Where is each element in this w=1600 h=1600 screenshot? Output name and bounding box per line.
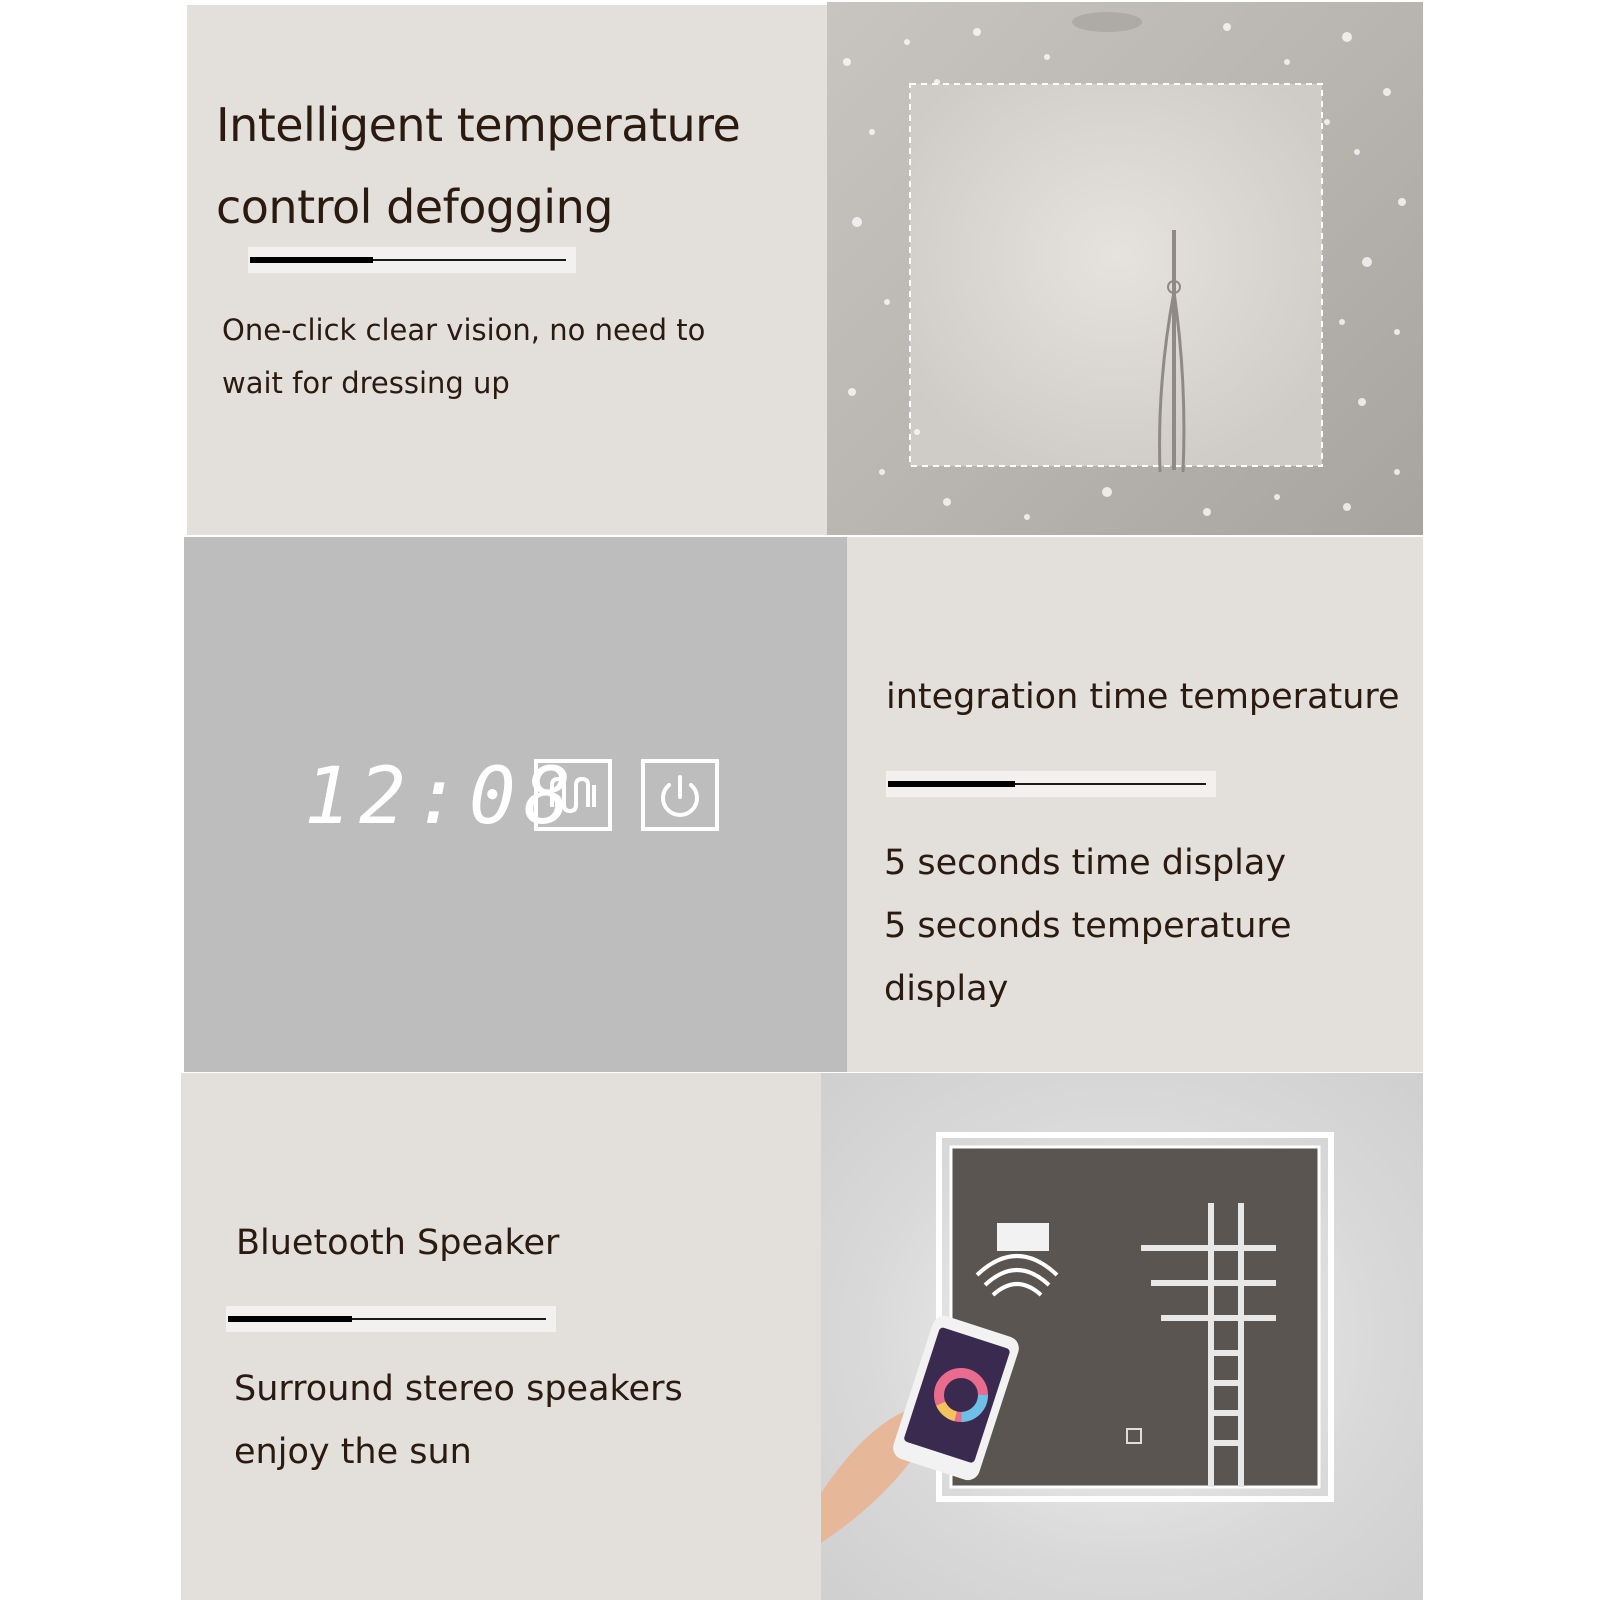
section-defog-text bbox=[187, 5, 827, 535]
clock-desc-line2: 5 seconds temperature display bbox=[884, 906, 1292, 1009]
foggy-mirror-photo bbox=[827, 2, 1423, 535]
clock-desc-line1: 5 seconds time display bbox=[884, 843, 1287, 883]
defog-desc-line2: wait for dressing up bbox=[222, 366, 510, 400]
defog-progress-fill bbox=[250, 257, 373, 263]
section-clock-text bbox=[847, 537, 1423, 1072]
speaker-desc-line2: enjoy the sun bbox=[234, 1432, 472, 1472]
defog-progress-bar bbox=[248, 247, 576, 273]
clock-display-photo bbox=[184, 537, 847, 1072]
power-icon[interactable] bbox=[641, 759, 719, 831]
clock-section-title: integration time temperature bbox=[886, 677, 1400, 717]
defog-desc-line1: One-click clear vision, no need to bbox=[222, 313, 706, 347]
speaker-desc-line1: Surround stereo speakers bbox=[234, 1369, 683, 1409]
defog-title-line2: control defogging bbox=[216, 180, 613, 234]
bluetooth-mirror-illustration bbox=[821, 1073, 1423, 1600]
heater-wave-icon[interactable] bbox=[534, 759, 612, 831]
clock-progress-fill bbox=[888, 781, 1015, 787]
foggy-mirror-illustration bbox=[827, 2, 1423, 535]
speaker-progress-bar bbox=[226, 1306, 556, 1332]
bluetooth-mirror-photo bbox=[821, 1073, 1423, 1600]
speaker-progress-fill bbox=[228, 1316, 352, 1322]
clock-readout: 12:08 bbox=[304, 752, 579, 842]
section-speaker-text bbox=[181, 1073, 821, 1600]
speaker-section-title: Bluetooth Speaker bbox=[236, 1223, 560, 1263]
defog-title-line1: Intelligent temperature bbox=[216, 98, 741, 152]
clock-progress-bar bbox=[886, 771, 1216, 797]
